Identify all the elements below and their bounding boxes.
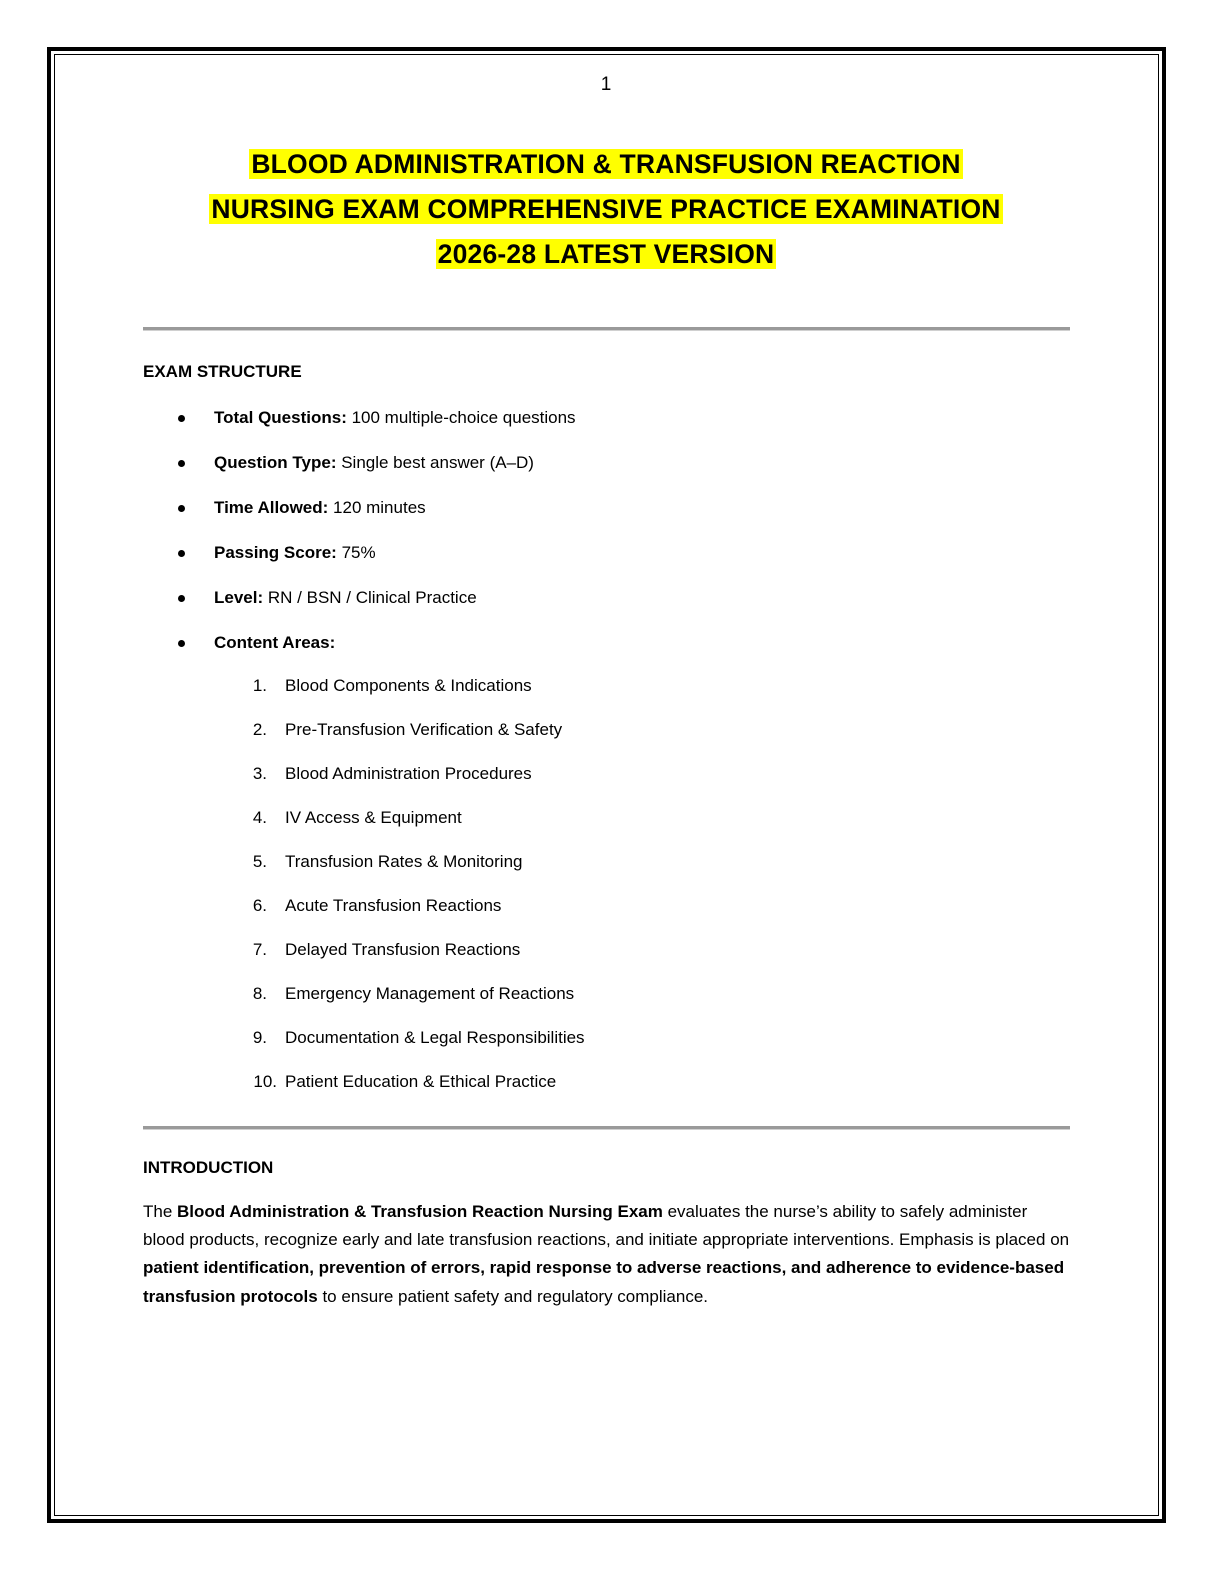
title-line-3: 2026-28 LATEST VERSION: [437, 239, 775, 269]
item-value: 75%: [336, 543, 376, 562]
introduction-heading: INTRODUCTION: [143, 1158, 274, 1177]
item-value: 100 multiple-choice questions: [346, 408, 576, 427]
bullet-icon: [178, 415, 185, 422]
item-label: Passing Score: [214, 543, 332, 562]
title-line-1: BLOOD ADMINISTRATION & TRANSFUSION REACTION: [251, 149, 961, 179]
document-title: [100, 142, 1112, 277]
divider-bottom: [143, 1126, 1070, 1130]
item-label: Question Type: [214, 453, 331, 472]
title-line-2: NURSING EXAM COMPREHENSIVE PRACTICE EXAMINATION: [211, 194, 1001, 224]
bullet-icon: [178, 640, 185, 647]
exam-structure-heading: EXAM STRUCTURE: [143, 362, 302, 381]
bullet-icon: [178, 550, 185, 557]
item-value: Single best answer (A–D): [336, 453, 534, 472]
bullet-icon: [178, 505, 185, 512]
item-value: RN / BSN / Clinical Practice: [263, 588, 477, 607]
page-number: 1: [600, 74, 612, 95]
item-label: Total Questions: [214, 408, 342, 427]
item-value: 120 minutes: [328, 498, 426, 517]
introduction-paragraph: The Blood Administration & Transfusion Reaction Nursing Exam evaluates the nurse’s ability to safely administer blood products, recognize early and late transfusion reactions, and initiate appropriate interventions. Emphasis is placed on patient identification, prevention of errors, rapid response to adverse reactions, and adherence to evidence-based transfusion protocols to ensure patient safety and regulatory compliance.: [143, 1202, 1070, 1306]
divider-top: [143, 327, 1070, 331]
item-label: Level: [214, 588, 258, 607]
item-label: Content Areas: [214, 633, 330, 652]
bullet-icon: [178, 595, 185, 602]
bullet-icon: [178, 460, 185, 467]
item-label: Time Allowed: [214, 498, 323, 517]
